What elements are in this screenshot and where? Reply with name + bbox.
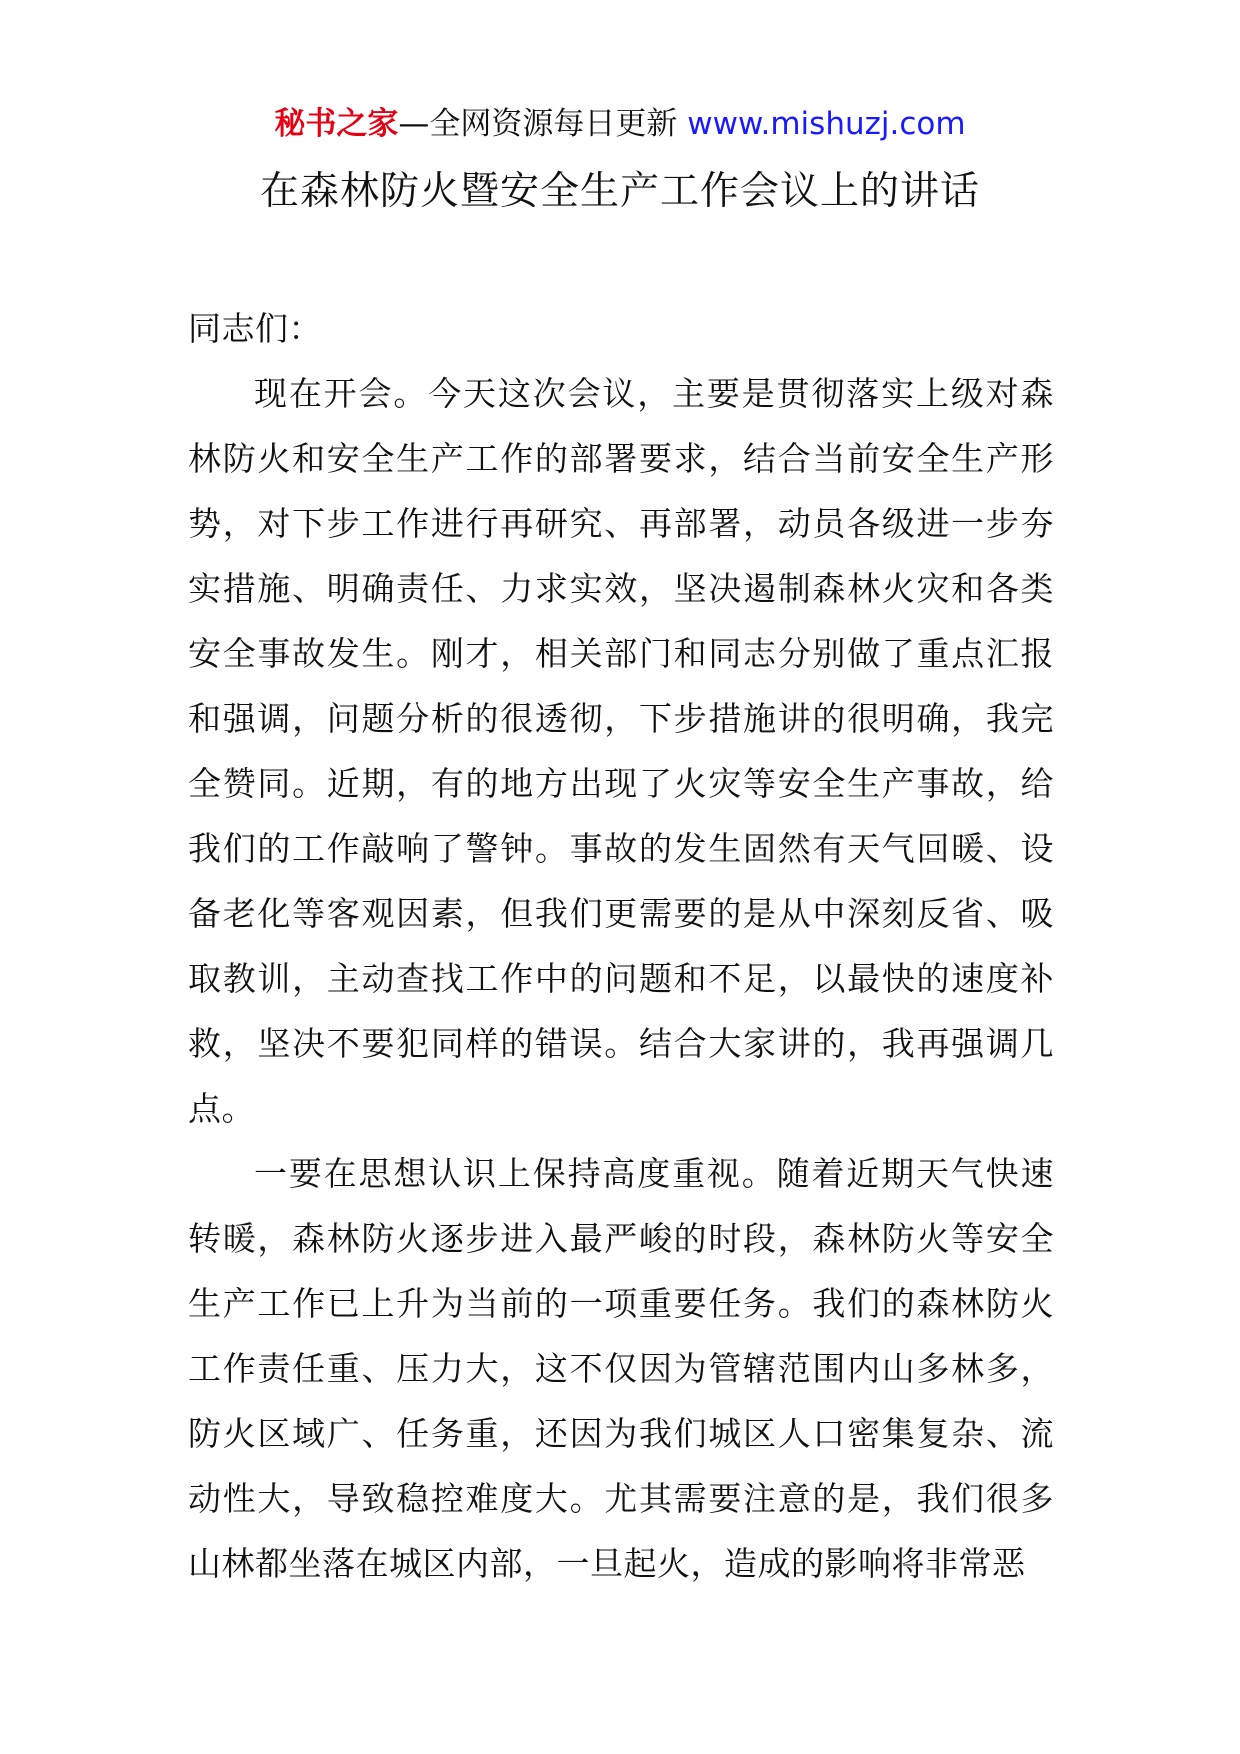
- site-header: [0, 102, 1240, 146]
- site-url-link[interactable]: www.mishuzj.com: [687, 106, 966, 142]
- body-paragraph: 一要在思想认识上保持高度重视。随着近期天气快速转暖，森林防火逐步进入最严峻的时段，森林防火等安全生产工作已上升为当前的一项重要任务。我们的森林防火工作责任重、压力大，这不仅因为管辖范围内山多林多，防火区域广、任务重，还因为我们城区人口密集复杂、流动性大，导致稳控难度大。尤其需要注意的是，我们很多山林都坐落在城区内部，一旦起火，造成的影响将非常恶: [188, 1154, 1054, 1583]
- greeting: 同志们：: [188, 309, 322, 348]
- site-brand: 秘书之家: [274, 106, 399, 142]
- document-body: [188, 296, 1054, 1596]
- document-title: 在森林防火暨安全生产工作会议上的讲话: [259, 169, 980, 214]
- body-paragraph: 现在开会。今天这次会议，主要是贯彻落实上级对森林防火和安全生产工作的部署要求，结合当前安全生产形势，对下步工作进行再研究、再部署，动员各级进一步夯实措施、明确责任、力求实效，坚决遏制森林火灾和各类安全事故发生。刚才，相关部门和同志分别做了重点汇报和强调，问题分析的很透彻，下步措施讲的很明确，我完全赞同。近期，有的地方出现了火灾等安全生产事故，给我们的工作敲响了警钟。事故的发生固然有天气回暖、设备老化等客观因素，但我们更需要的是从中深刻反省、吸取教训，主动查找工作中的问题和不足，以最快的速度补救，坚决不要犯同样的错误。结合大家讲的，我再强调几点。: [188, 374, 1054, 1128]
- site-slogan: —全网资源每日更新: [398, 106, 678, 142]
